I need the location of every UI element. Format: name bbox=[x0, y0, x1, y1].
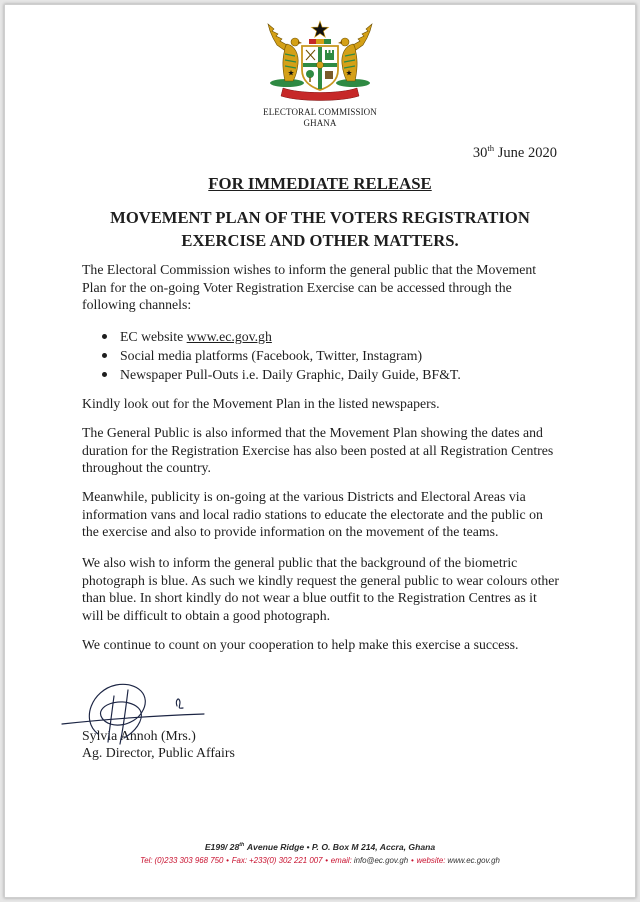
contact-label: Fax: bbox=[231, 856, 248, 865]
publicity-paragraph bbox=[82, 488, 543, 541]
list-item-social-media bbox=[120, 346, 461, 365]
date-month-year: June 2020 bbox=[497, 145, 557, 161]
photo-notice-paragraph bbox=[82, 554, 559, 624]
list-item-text: EC website bbox=[120, 329, 184, 344]
footer-contacts bbox=[0, 855, 640, 867]
contact-email bbox=[331, 856, 408, 865]
coat-of-arms-icon bbox=[265, 20, 375, 104]
document-title bbox=[0, 206, 640, 252]
list-item-website bbox=[120, 327, 461, 346]
title-line-2: EXERCISE AND OTHER MATTERS. bbox=[181, 231, 459, 250]
list-item-newspapers bbox=[120, 365, 461, 384]
right-eagle-icon bbox=[338, 24, 372, 81]
left-eagle-icon bbox=[268, 24, 302, 81]
title-line-1: MOVEMENT PLAN OF THE VOTERS REGISTRATION bbox=[110, 208, 530, 227]
paragraph-line: Plan for the on-going Voter Registration Exercise can be accessed through the bbox=[82, 279, 512, 295]
paragraph-line: the exercise and also to provide information on the movement of the teams. bbox=[82, 524, 499, 539]
bullet-icon bbox=[102, 334, 107, 339]
release-label: FOR IMMEDIATE RELEASE bbox=[208, 174, 432, 193]
contact-label: website: bbox=[416, 856, 446, 865]
paragraph-line: will be difficult to obtain a good photograph. bbox=[82, 607, 331, 623]
paragraph-line: We also wish to inform the general public that the background of the biometric bbox=[82, 555, 518, 570]
letterhead-org-name bbox=[220, 107, 420, 129]
posting-notice-paragraph bbox=[82, 424, 553, 477]
list-item-text: Newspaper Pull-Outs i.e. Daily Graphic, Daily Guide, BF&T. bbox=[120, 367, 461, 382]
release-date bbox=[473, 143, 557, 163]
bullet-icon bbox=[102, 372, 107, 377]
date-suffix: th bbox=[487, 143, 495, 154]
separator: • bbox=[410, 856, 414, 865]
paragraph-line: The Electoral Commission wishes to inform the general public that the Movement bbox=[82, 262, 537, 277]
contact-website bbox=[416, 856, 499, 865]
website-link[interactable]: www.ec.gov.gh bbox=[447, 856, 500, 865]
contact-label: email: bbox=[330, 856, 352, 865]
paragraph-line: than blue. In short kindly do not wear a blue outfit to the Registration Centres as it bbox=[82, 590, 537, 605]
signatory-name: Sylvia Annoh (Mrs.) bbox=[82, 728, 196, 743]
date-day: 30 bbox=[472, 145, 488, 161]
contact-tel bbox=[140, 856, 223, 865]
bullet-icon bbox=[102, 353, 107, 358]
contact-fax bbox=[232, 856, 323, 865]
address-start: E199/ 28 bbox=[204, 842, 240, 852]
black-star-icon bbox=[309, 21, 331, 44]
paragraph-line: duration for the Registration Exercise has also been posted at all Registration Centres bbox=[82, 442, 554, 458]
separator: • bbox=[325, 856, 329, 865]
org-country: GHANA bbox=[303, 118, 337, 128]
address-suffix: th bbox=[239, 842, 245, 849]
paragraph-line: information vans and local radio stations to educate the electorate and the public on bbox=[82, 506, 543, 522]
paragraph-line: following channels: bbox=[82, 297, 192, 312]
shield-icon bbox=[302, 46, 338, 90]
email-link[interactable]: info@ec.gov.gh bbox=[353, 856, 409, 865]
contact-label: Tel: bbox=[140, 856, 153, 865]
newspaper-note: Kindly look out for the Movement Plan in the listed newspapers. bbox=[82, 396, 440, 411]
intro-paragraph bbox=[82, 261, 536, 314]
address-rest: Avenue Ridge • P. O. Box M 214, Accra, Ghana bbox=[246, 842, 436, 852]
separator: • bbox=[226, 856, 229, 865]
paragraph-line: The General Public is also informed that the Movement Plan showing the dates and bbox=[82, 425, 543, 440]
paragraph-line: Meanwhile, publicity is on-going at the various Districts and Electoral Areas via bbox=[82, 489, 526, 504]
ec-website-link[interactable]: www.ec.gov.gh bbox=[186, 329, 272, 344]
paragraph-line: throughout the country. bbox=[82, 460, 212, 475]
closing-paragraph: We continue to count on your cooperation to help make this exercise a success. bbox=[82, 637, 519, 652]
channels-list bbox=[120, 327, 461, 384]
paragraph-line: photograph is blue. As such we kindly request the general public to wear colours other bbox=[82, 572, 560, 588]
handwritten-signature bbox=[58, 676, 208, 748]
list-item-text: Social media platforms (Facebook, Twitter, Instagram) bbox=[120, 348, 423, 363]
footer-address bbox=[0, 841, 640, 853]
signatory-position: Ag. Director, Public Affairs bbox=[82, 744, 235, 760]
contact-value: (0)233 303 968 750 bbox=[154, 856, 224, 865]
contact-value: +233(0) 302 221 007 bbox=[249, 856, 323, 865]
org-name: ELECTORAL COMMISSION bbox=[263, 107, 377, 117]
